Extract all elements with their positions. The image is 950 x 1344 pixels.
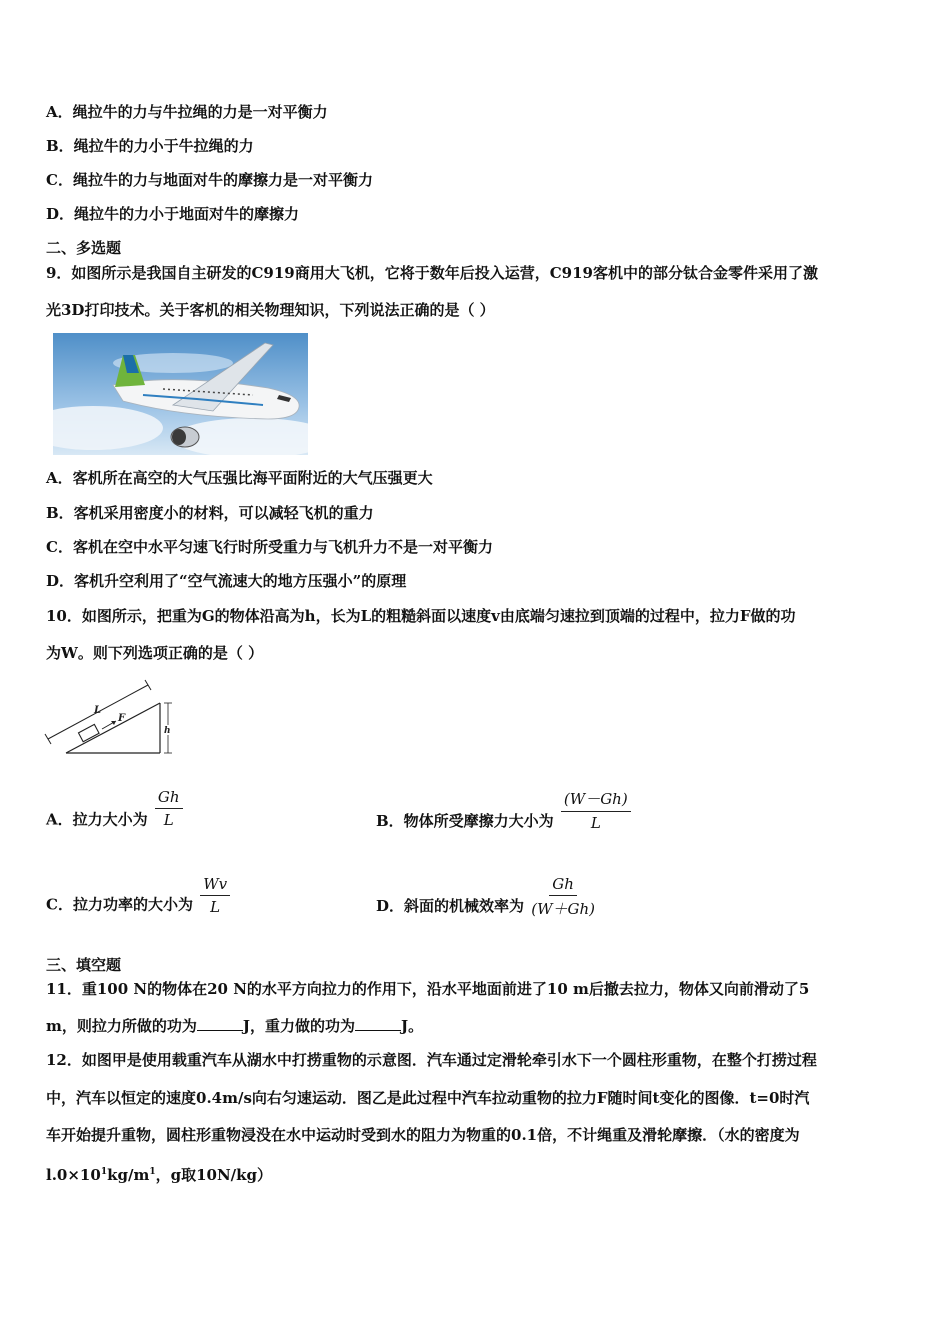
q10-option-c-text: C．拉力功率的大小为	[46, 895, 193, 914]
q12-stem-line2: 中，汽车以恒定的速度0.4m/s向右匀速运动．图乙是此过程中汽车拉动重物的拉力F随时间t变化的图像．t=0时汽	[46, 1089, 810, 1107]
incline-label-h: h	[164, 726, 171, 736]
section-heading-fill-blank: 三、填空题	[46, 956, 122, 974]
q11-stem-line2	[46, 1016, 423, 1036]
q10-option-a-text: A．拉力大小为	[46, 810, 148, 829]
q10-stem-line2: 为W。则下列选项正确的是（ ）	[46, 644, 264, 662]
q10-option-a	[46, 788, 183, 841]
q8-option-b: B．绳拉牛的力小于牛拉绳的力	[46, 137, 254, 155]
q12-exponent: 1	[100, 1167, 108, 1177]
q10-option-a-fraction	[155, 788, 183, 829]
section-heading-multi-choice: 二、多选题	[46, 239, 122, 257]
incline-label-F: F	[118, 713, 126, 724]
q10-option-d-text: D．斜面的机械效率为	[376, 897, 525, 915]
fraction-numerator: Gh	[155, 788, 183, 809]
incline-diagram	[44, 677, 179, 757]
q10-option-c-fraction	[200, 875, 230, 916]
q12-density-value: l.0×10	[46, 1166, 101, 1184]
q11-stem-line1: 11．重100 N的物体在20 N的水平方向拉力的作用下，沿水平地面前进了10 m后撤去拉力，物体又向前滑动了5	[46, 980, 810, 998]
q12-stem-line1: 12．如图甲是使用载重汽车从湖水中打捞重物的示意图．汽车通过定滑轮牵引水下一个圆柱形重物，在整个打捞过程	[46, 1051, 817, 1069]
q10-stem-line1: 10．如图所示，把重为G的物体沿高为h，长为L的粗糙斜面以速度v由底端匀速拉到顶端的过程中，拉力F做的功	[46, 607, 796, 625]
q10-option-b	[376, 790, 631, 844]
q11-text-part1: m，则拉力所做的功为	[46, 1017, 197, 1035]
q9-stem-line2: 光3D打印技术。关于客机的相关物理知识，下列说法正确的是（ ）	[46, 301, 495, 319]
q9-option-a: A．客机所在高空的大气压强比海平面附近的大气压强更大	[46, 469, 433, 487]
q10-option-d	[376, 875, 596, 929]
q9-stem-line1: 9．如图所示是我国自主研发的C919商用大飞机，它将于数年后投入运营，C919客机中的部分钛合金零件采用了激	[46, 264, 818, 282]
fraction-numerator: Gh	[549, 875, 577, 896]
q11-answer-blank-2[interactable]	[355, 1016, 401, 1031]
q11-text-part2: J，重力做的功为	[242, 1017, 355, 1035]
q10-option-d-fraction	[531, 875, 595, 919]
fraction-numerator: Wv	[200, 875, 230, 896]
q9-option-c: C．客机在空中水平匀速飞行时所受重力与飞机升力不是一对平衡力	[46, 538, 493, 556]
q12-stem-line4	[46, 1162, 272, 1185]
q8-option-d: D．绳拉牛的力小于地面对牛的摩擦力	[46, 205, 300, 223]
q12-unit-exponent: 1	[149, 1167, 156, 1177]
incline-label-L: L	[94, 705, 102, 716]
q8-option-c: C．绳拉牛的力与地面对牛的摩擦力是一对平衡力	[46, 171, 373, 189]
fraction-denominator: L	[163, 811, 174, 829]
q12-g-value: ，g取10N/kg）	[155, 1166, 273, 1184]
q9-option-b: B．客机采用密度小的材料，可以减轻飞机的重力	[46, 504, 374, 522]
q10-option-b-text: B．物体所受摩擦力大小为	[376, 812, 554, 830]
fraction-denominator: (W＋Gh)	[531, 900, 596, 918]
q10-option-b-fraction	[561, 788, 631, 832]
fraction-denominator: L	[590, 814, 601, 832]
q10-option-c	[46, 875, 230, 926]
q9-option-d: D．客机升空利用了“空气流速大的地方压强小”的原理	[46, 572, 407, 590]
fraction-denominator: L	[210, 898, 221, 916]
q8-option-a: A．绳拉牛的力与牛拉绳的力是一对平衡力	[46, 103, 328, 121]
q12-density-unit: kg/m	[107, 1166, 150, 1184]
airplane-photo	[53, 333, 308, 455]
q11-answer-blank-1[interactable]	[197, 1016, 243, 1031]
q11-text-part3: J。	[400, 1017, 424, 1035]
fraction-numerator: (W－Gh)	[561, 788, 631, 812]
q12-stem-line3: 车开始提升重物，圆柱形重物浸没在水中运动时受到水的阻力为物重的0.1倍，不计绳重及滑轮摩擦．（水的密度为	[46, 1126, 800, 1144]
